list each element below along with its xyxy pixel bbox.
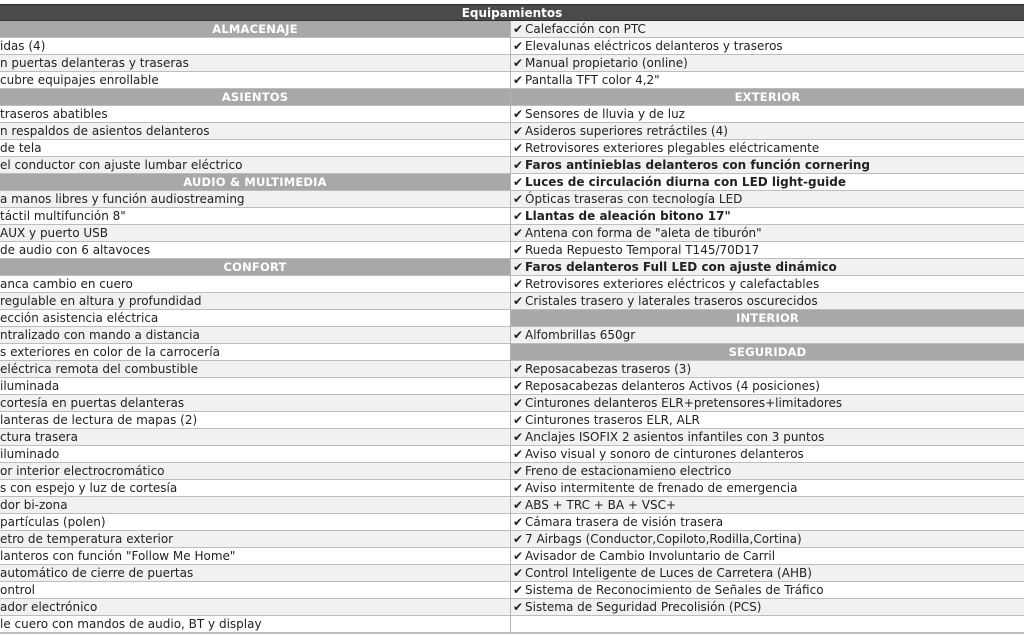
feature-label: iluminado	[0, 447, 60, 461]
table-row	[511, 548, 1024, 565]
feature-label: ctura trasera	[0, 430, 78, 444]
table-row	[511, 412, 1024, 429]
table-row	[0, 140, 510, 157]
table-row	[511, 463, 1024, 480]
check-icon: ✔	[512, 158, 524, 172]
check-icon: ✔	[512, 124, 524, 138]
feature-label: automático de cierre de puertas	[0, 566, 194, 580]
check-icon: ✔	[512, 175, 524, 189]
feature-label: Reposacabezas delanteros Activos (4 posiciones)	[525, 379, 820, 393]
table-row	[0, 123, 510, 140]
section-header-seguridad	[511, 344, 1024, 361]
table-row	[0, 429, 510, 446]
feature-label: Control Inteligente de Luces de Carretera (AHB)	[525, 566, 812, 580]
table-row	[511, 106, 1024, 123]
table-row	[0, 208, 510, 225]
section-header-interior	[511, 310, 1024, 327]
feature-label: le cuero con mandos de audio, BT y display	[0, 617, 262, 631]
feature-label: Asideros superiores retráctiles (4)	[525, 124, 728, 138]
check-icon: ✔	[512, 515, 524, 529]
check-icon: ✔	[512, 413, 524, 427]
feature-label: de audio con 6 altavoces	[0, 243, 151, 257]
feature-label: cubre equipajes enrollable	[0, 73, 159, 87]
feature-label: lanteros con función "Follow Me Home"	[0, 549, 236, 563]
table-row	[0, 72, 510, 89]
feature-label: a manos libres y función audiostreaming	[0, 192, 245, 206]
section-header-exterior	[511, 89, 1024, 106]
table-row	[0, 565, 510, 582]
left-column	[0, 21, 510, 633]
feature-label: ador electrónico	[0, 600, 98, 614]
feature-label: lanteras de lectura de mapas (2)	[0, 413, 198, 427]
table-row	[0, 191, 510, 208]
section-header-audio-multimedia	[0, 174, 510, 191]
table-row	[511, 259, 1024, 276]
feature-label: traseros abatibles	[0, 107, 108, 121]
feature-label: iluminada	[0, 379, 60, 393]
table-row	[0, 412, 510, 429]
feature-label: regulable en altura y profundidad	[0, 294, 202, 308]
table-row	[0, 106, 510, 123]
feature-label: Retrovisores exteriores plegables eléctricamente	[525, 141, 820, 155]
table-row	[0, 242, 510, 259]
check-icon: ✔	[512, 192, 524, 206]
check-icon: ✔	[512, 209, 524, 223]
feature-label: or interior electrocromático	[0, 464, 165, 478]
table-row	[0, 310, 510, 327]
feature-label: de tela	[0, 141, 42, 155]
feature-label: el conductor con ajuste lumbar eléctrico	[0, 158, 243, 172]
table-row	[511, 395, 1024, 412]
table-row	[511, 429, 1024, 446]
feature-label: Retrovisores exteriores eléctricos y calefactables	[525, 277, 820, 291]
check-icon: ✔	[512, 39, 524, 53]
feature-label: s con espejo y luz de cortesía	[0, 481, 178, 495]
check-icon: ✔	[512, 107, 524, 121]
feature-label: Cinturones delanteros ELR+pretensores+limitadores	[525, 396, 843, 410]
feature-label: Aviso intermitente de frenado de emergencia	[525, 481, 798, 495]
table-row	[511, 514, 1024, 531]
table-row	[511, 293, 1024, 310]
table-row	[0, 463, 510, 480]
feature-label: ABS + TRC + BA + VSC+	[525, 498, 677, 512]
table-row	[511, 208, 1024, 225]
feature-label: ontrol	[0, 583, 35, 597]
table-row	[511, 191, 1024, 208]
check-icon: ✔	[512, 141, 524, 155]
table-row	[0, 497, 510, 514]
table-row	[0, 395, 510, 412]
check-icon: ✔	[512, 362, 524, 376]
table-row	[511, 327, 1024, 344]
check-icon: ✔	[512, 464, 524, 478]
table-row	[0, 327, 510, 344]
check-icon: ✔	[512, 430, 524, 444]
check-icon: ✔	[512, 243, 524, 257]
feature-label: partículas (polen)	[0, 515, 106, 529]
check-icon: ✔	[512, 56, 524, 70]
table-row	[0, 293, 510, 310]
table-row	[0, 514, 510, 531]
table-row	[0, 361, 510, 378]
right-column	[511, 21, 1024, 633]
table-row	[0, 548, 510, 565]
table-row	[0, 55, 510, 72]
table-row	[511, 378, 1024, 395]
feature-label: Calefacción con PTC	[525, 22, 646, 36]
feature-label: Cinturones traseros ELR, ALR	[525, 413, 700, 427]
table-row	[0, 616, 510, 633]
check-icon: ✔	[512, 379, 524, 393]
feature-label: Antena con forma de "aleta de tiburón"	[525, 226, 762, 240]
table-row	[511, 276, 1024, 293]
table-row	[0, 378, 510, 395]
check-icon: ✔	[512, 260, 524, 274]
feature-label: ntralizado con mando a distancia	[0, 328, 200, 342]
table-row	[511, 446, 1024, 463]
table-row	[511, 174, 1024, 191]
feature-label: Sensores de lluvia y de luz	[525, 107, 685, 121]
check-icon: ✔	[512, 549, 524, 563]
feature-label: Sistema de Reconocimiento de Señales de Tráfico	[525, 583, 824, 597]
table-row	[511, 565, 1024, 582]
table-row	[511, 55, 1024, 72]
feature-label: Faros delanteros Full LED con ajuste dinámico	[525, 260, 837, 274]
table-row	[0, 225, 510, 242]
feature-label: Alfombrillas 650gr	[525, 328, 636, 342]
feature-label: Cámara trasera de visión trasera	[525, 515, 724, 529]
check-icon: ✔	[512, 294, 524, 308]
table-row	[511, 497, 1024, 514]
feature-label: Anclajes ISOFIX 2 asientos infantiles con 3 puntos	[525, 430, 825, 444]
table-row	[511, 225, 1024, 242]
section-header-confort	[0, 259, 510, 276]
feature-label: Ópticas traseras con tecnología LED	[525, 192, 743, 206]
check-icon: ✔	[512, 328, 524, 342]
feature-label: 7 Airbags (Conductor,Copiloto,Rodilla,Cortina)	[525, 532, 802, 546]
table-row	[0, 480, 510, 497]
check-icon: ✔	[512, 566, 524, 580]
table-row	[511, 157, 1024, 174]
section-header-label: EXTERIOR	[734, 90, 801, 104]
table-row	[0, 38, 510, 55]
table-row	[0, 157, 510, 174]
feature-label: Elevalunas eléctricos delanteros y traseros	[525, 39, 783, 53]
section-header-label: CONFORT	[223, 260, 287, 274]
feature-label: cortesía en puertas delanteras	[0, 396, 185, 410]
table-row	[0, 344, 510, 361]
feature-label: Pantalla TFT color 4,2"	[525, 73, 660, 87]
feature-label: dor bi-zona	[0, 498, 68, 512]
table-row	[511, 123, 1024, 140]
feature-label: idas (4)	[0, 39, 46, 53]
table-row	[511, 599, 1024, 616]
check-icon: ✔	[512, 22, 524, 36]
table-row	[511, 361, 1024, 378]
feature-label: Avisador de Cambio Involuntario de Carril	[525, 549, 776, 563]
check-icon: ✔	[512, 277, 524, 291]
table-row	[511, 38, 1024, 55]
table-row	[511, 480, 1024, 497]
table-row	[0, 531, 510, 548]
table-row	[511, 140, 1024, 157]
feature-label: s exteriores en color de la carrocería	[0, 345, 220, 359]
feature-label: Manual propietario (online)	[525, 56, 688, 70]
feature-label: Luces de circulación diurna con LED light-guide	[525, 175, 846, 189]
table-title: Equipamientos	[0, 4, 1024, 21]
table-row	[511, 242, 1024, 259]
section-header-label: AUDIO & MULTIMEDIA	[183, 175, 327, 189]
feature-label: n puertas delanteras y traseras	[0, 56, 189, 70]
feature-label: Cristales trasero y laterales traseros oscurecidos	[525, 294, 818, 308]
feature-label: ección asistencia eléctrica	[0, 311, 159, 325]
section-header-label: ASIENTOS	[221, 90, 289, 104]
check-icon: ✔	[512, 396, 524, 410]
check-icon: ✔	[512, 447, 524, 461]
table-row	[0, 599, 510, 616]
table-row	[511, 531, 1024, 548]
check-icon: ✔	[512, 583, 524, 597]
table-row	[511, 582, 1024, 599]
feature-label: etro de temperatura exterior	[0, 532, 174, 546]
table-row	[0, 446, 510, 463]
feature-label: Faros antinieblas delanteros con función cornering	[525, 158, 871, 172]
check-icon: ✔	[512, 73, 524, 87]
feature-label: Freno de estacionamieno electrico	[525, 464, 732, 478]
section-header-label: INTERIOR	[736, 311, 799, 325]
feature-label: anca cambio en cuero	[0, 277, 133, 291]
section-header-asientos	[0, 89, 510, 106]
feature-label: Aviso visual y sonoro de cinturones delanteros	[525, 447, 804, 461]
feature-label: Llantas de aleación bitono 17"	[525, 209, 731, 223]
check-icon: ✔	[512, 481, 524, 495]
feature-label: AUX y puerto USB	[0, 226, 108, 240]
feature-label: Rueda Repuesto Temporal T145/70D17	[525, 243, 760, 257]
feature-label: Sistema de Seguridad Precolisión (PCS)	[525, 600, 762, 614]
table-row	[511, 72, 1024, 89]
section-header-label: ALMACENAJE	[212, 22, 298, 36]
table-bottom-border	[0, 633, 1024, 634]
check-icon: ✔	[512, 532, 524, 546]
section-header-label: SEGURIDAD	[728, 345, 807, 359]
feature-label: táctil multifunción 8"	[0, 209, 126, 223]
check-icon: ✔	[512, 498, 524, 512]
section-header-almacenaje	[0, 21, 510, 38]
check-icon: ✔	[512, 600, 524, 614]
check-icon: ✔	[512, 226, 524, 240]
feature-label: eléctrica remota del combustible	[0, 362, 199, 376]
table-row	[0, 276, 510, 293]
table-row	[0, 582, 510, 599]
feature-label: Reposacabezas traseros (3)	[525, 362, 692, 376]
feature-label: n respaldos de asientos delanteros	[0, 124, 210, 138]
empty-row	[511, 616, 1024, 633]
table-row	[511, 21, 1024, 38]
